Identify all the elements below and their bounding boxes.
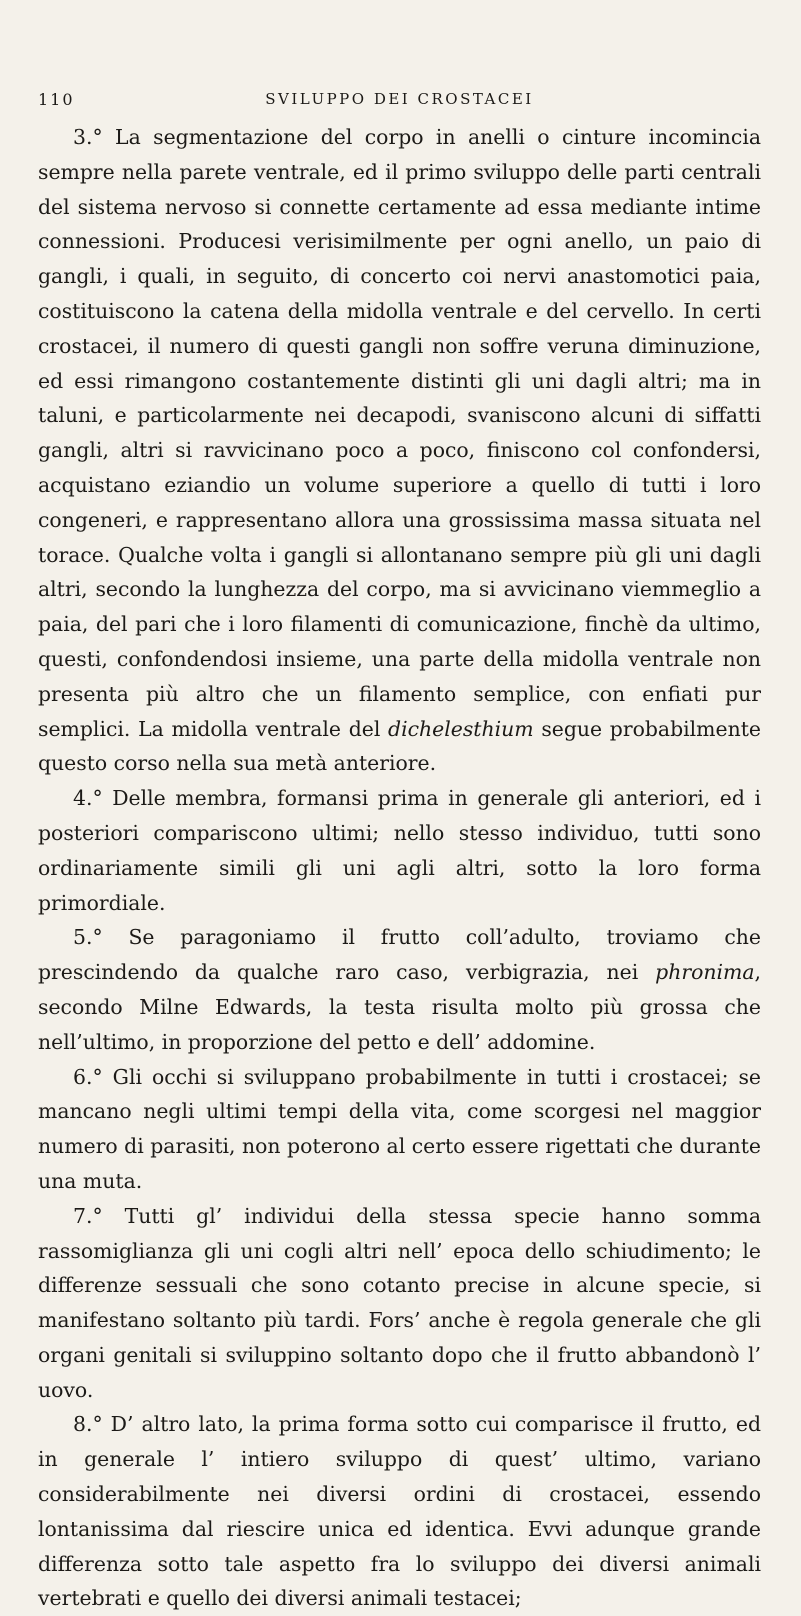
paragraph-5: 5.° Se paragoniamo il frutto coll’adulto, troviamo che prescindendo da qualche raro caso, verbigrazia, nei phronima, secondo Milne Edwards, la testa risulta molto più grossa che nell’ultimo, in proporzione del petto e dell’ addomine. <box>38 925 761 1054</box>
italic-term-phronima: phronima <box>655 960 755 985</box>
paragraph-6: 6.° Gli occhi si sviluppano probabilmente in tutti i crostacei; se mancano negli ultimi tempi della vita, come scorgesi nel maggior numero di parasiti, non poterono al certo essere rigettati che durante una muta. <box>38 1064 761 1193</box>
body-text <box>38 120 761 1616</box>
paragraph-4: 4.° Delle membra, formansi prima in generale gli anteriori, ed i posteriori compariscono ultimi; nello stesso individuo, tutti sono ordinariamente simili gli uni agli altri, sotto la loro forma primordiale. <box>38 786 761 915</box>
paragraph-8: 8.° D’ altro lato, la prima forma sotto cui comparisce il frutto, ed in generale l’ intiero sviluppo di quest’ ultimo, variano considerabilmente nei diversi ordini di crostacei, essendo lontanissima dal riescire unica ed identica. Evvi adunque grande differenza sotto tale aspetto fra lo sviluppo dei diversi animali vertebrati e quello dei diversi animali testacei; <box>38 1412 761 1611</box>
italic-term-dichelesthium: dichelesthium <box>388 716 534 741</box>
running-title: SVILUPPO DEI CROSTACEI <box>265 90 534 108</box>
running-head <box>38 90 761 114</box>
page-number: 110 <box>38 90 75 109</box>
paragraph-7: 7.° Tutti gl’ individui della stessa specie hanno somma rassomiglianza gli uni cogli altri nell’ epoca dello schiudimento; le differenze sessuali che sono cotanto precise in alcune specie, si manifestano soltanto più tardi. Fors’ anche è regola generale che gli organi genitali si sviluppino soltanto dopo che il frutto abbandonò l’ uovo. <box>38 1203 761 1402</box>
paragraph-3: 3.° La segmentazione del corpo in anelli o cinture incomincia sempre nella parete ventrale, ed il primo sviluppo delle parti centrali del sistema nervoso si connette certamente ad essa mediante intime connessioni. Producesi verisimilmente per ogni anello, un paio di gangli, i quali, in seguito, di concerto coi nervi anastomotici paia, costituiscono la catena della midolla ventrale e del cervello. In certi crostacei, il numero di questi gangli non soffre veruna diminuzione, ed essi rimangono costantemente distinti gli uni dagli altri; ma in taluni, e particolarmente nei decapodi, svaniscono alcuni di siffatti gangli, altri si ravvicinano poco a poco, finiscono col confondersi, acquistano eziandio un volume superiore a quello di tutti i loro congeneri, e rappresentano allora una grossissima massa situata nel torace. Qualche volta i gangli si allontanano sempre più gli uni dagli altri, secondo la lunghezza del corpo, ma si avvicinano viemmeglio a paia, del pari che i loro filamenti di comunicazione, finchè da ultimo, questi, confondendosi insieme, una parte della midolla ventrale non presenta più altro che un filamento semplice, con enfiati pur semplici. La midolla ventrale del dichelesthium segue probabilmente questo corso nella sua metà anteriore. <box>38 125 761 776</box>
